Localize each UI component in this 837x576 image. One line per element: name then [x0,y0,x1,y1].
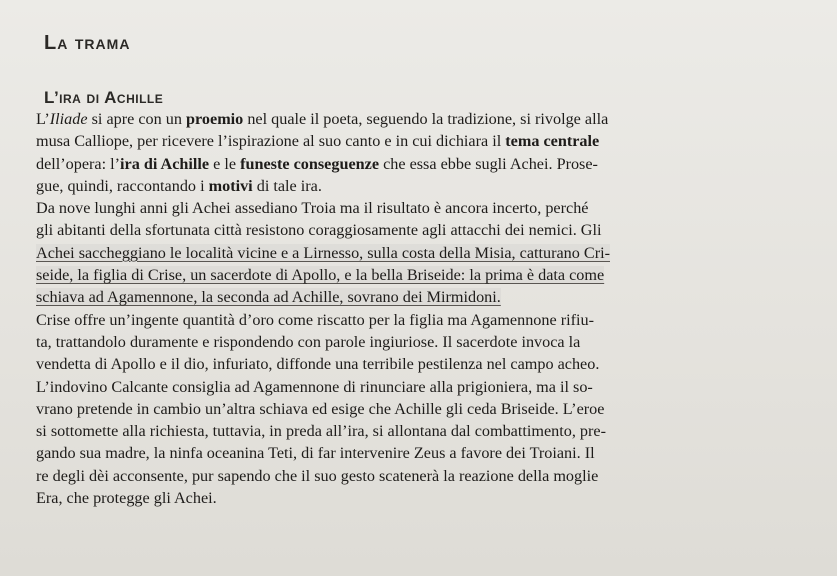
text-line [36,108,796,130]
text-segment: re degli dèi acconsente, pur sapendo che il suo gesto scatenerà la reazione della moglie [36,466,599,485]
text-segment: musa Calliope, per ricevere l’ispirazione al suo canto e in cui dichiara il [36,132,506,151]
text-segment: schiava ad Agamennone, la seconda ad Achille, sovrano dei Mirmidoni. [36,288,501,307]
text-segment: L’indovino Calcante consiglia ad Agamennone di rinunciare alla prigioniera, ma il so- [36,377,593,396]
text-segment: gando sua madre, la ninfa oceanina Teti, di far intervenire Zeus a favore dei Troiani. Il [36,444,595,463]
text-line [36,309,796,331]
text-line [36,420,796,442]
subtitle: L’ira di Achille [44,88,164,107]
text-line [36,286,796,308]
text-segment: L’ [36,110,50,128]
text-line [36,242,796,264]
bold-term: tema centrale [505,132,600,151]
bold-term: ira di Achille [120,154,210,173]
text-segment: si sottomette alla richiesta, tuttavia, in preda all’ira, si allontana dal combattimento, pre- [36,422,606,441]
text-segment: che essa ebbe sugli Achei. Prose- [379,154,598,173]
text-line [36,442,796,464]
section-title: La trama [44,32,131,54]
text-segment: Achei saccheggiano le località vicine e a Lirnesso, sulla costa della Misia, catturano Cri- [36,243,610,262]
body-text [36,108,796,509]
text-segment: si apre con un [87,110,187,128]
text-line [36,398,796,420]
text-segment: ta, trattandolo duramente e rispondendo con parole ingiuriose. Il sacerdote invoca la [36,332,581,351]
text-segment: Era, che protegge gli Achei. [36,489,217,508]
text-line [36,197,796,219]
text-line [36,331,796,353]
text-segment: di tale ira. [252,176,322,195]
text-segment: nel quale il poeta, seguendo la tradizione, si rivolge alla [243,110,609,128]
text-segment: vendetta di Apollo e il dio, infuriato, diffonde una terribile pestilenza nel campo acheo. [36,355,600,374]
text-line [36,219,796,241]
text-segment: e le [209,154,241,173]
text-segment: gue, quindi, raccontando i [36,176,209,195]
text-line [36,175,796,197]
bold-term: proemio [186,110,244,128]
bold-term: funeste conseguenze [240,154,380,173]
text-line [36,153,796,175]
text-line [36,487,796,509]
text-line [36,376,796,398]
text-segment: seide, la figlia di Crise, un sacerdote di Apollo, e la bella Briseide: la prima è data come [36,266,605,285]
text-segment: dell’opera: l’ [36,154,121,173]
text-segment: vrano pretende in cambio un’altra schiava ed esige che Achille gli ceda Briseide. L’eroe [36,399,605,418]
bold-term: motivi [208,176,253,195]
text-segment: gli abitanti della sfortunata città resistono coraggiosamente agli attacchi dei nemici. Gli [36,221,602,240]
text-line [36,465,796,487]
text-segment: Da nove lunghi anni gli Achei assediano Troia ma il risultato è ancora incerto, perché [36,199,589,218]
text-line [36,130,796,152]
text-line [36,264,796,286]
text-segment: Iliade [49,110,88,128]
text-segment: Crise offre un’ingente quantità d’oro come riscatto per la figlia ma Agamennone rifiu- [36,310,594,329]
text-line [36,353,796,375]
